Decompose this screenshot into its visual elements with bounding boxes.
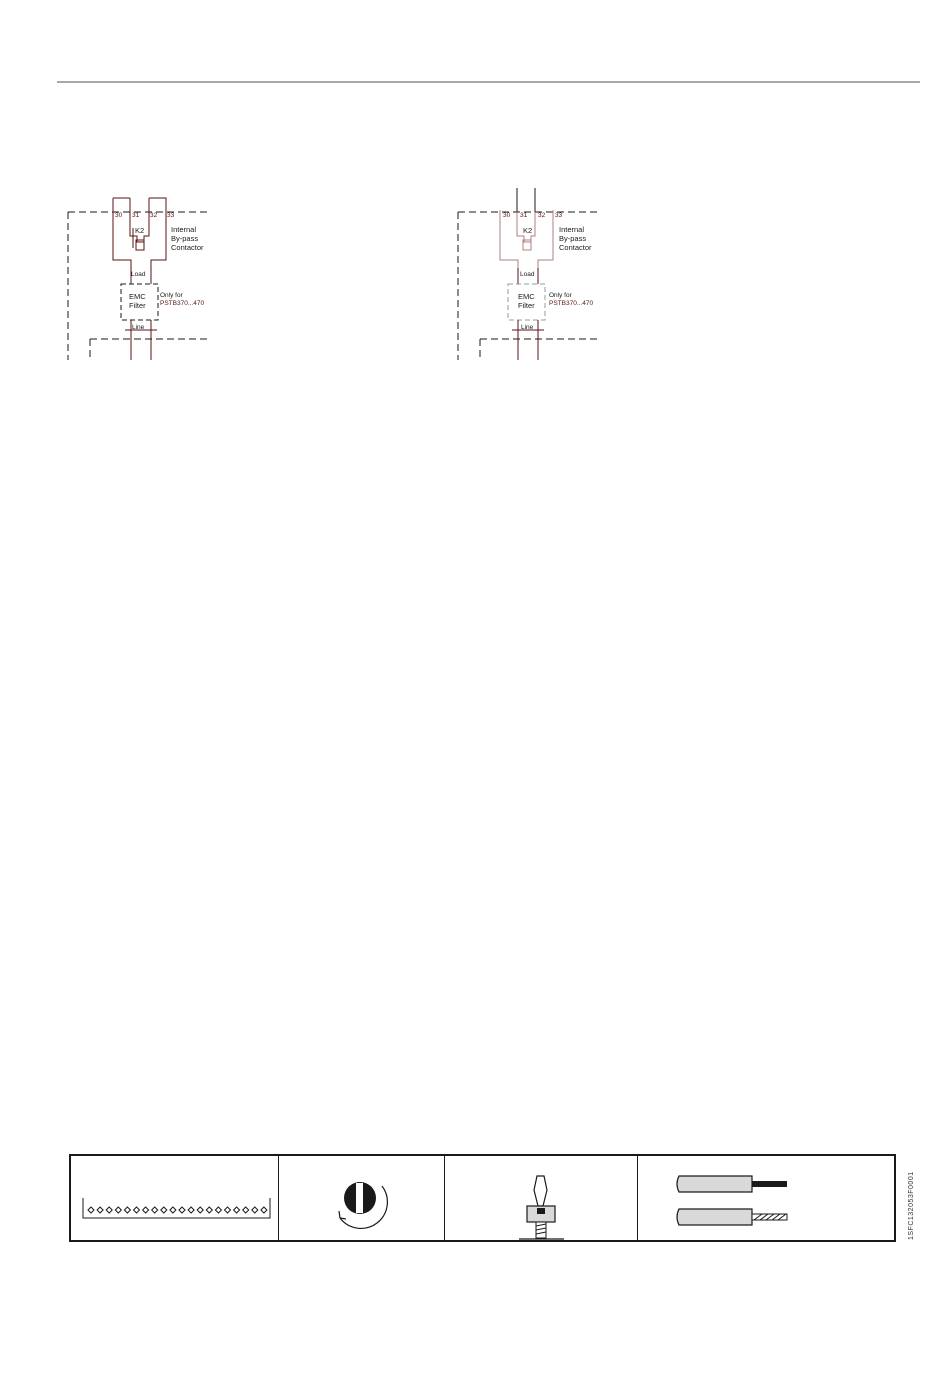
screw-terminal-icon [444,1156,637,1240]
filter-label-line2: Filter [518,301,535,310]
terminal-slot-mark [134,1207,140,1213]
terminal-slot-mark [225,1207,231,1213]
filter-note-line1: Only for [549,292,572,299]
terminal-33: 33 [167,212,175,219]
panel-cell-terminal-strip [71,1156,279,1240]
terminal-33: 33 [555,212,563,219]
bypass-contactor-diagram-left [65,180,265,365]
terminal-slot-mark [97,1207,103,1213]
contactor-id: K2 [135,226,145,235]
terminal-slot-mark [197,1207,203,1213]
terminal-slot-mark [161,1207,167,1213]
contactor-label-line1: Internal [559,225,585,234]
load-label: Load [520,271,535,278]
filter-note-line2: PSTB370...470 [549,300,594,307]
contactor-label-line1: Internal [171,225,197,234]
panel-cell-screw-terminal [444,1156,638,1240]
filter-label-line1: EMC [518,292,535,301]
filter-label-line1: EMC [129,292,146,301]
figure-code: 1SFC132053F0001 [908,1171,915,1240]
terminal-slot-mark [252,1207,258,1213]
terminal-slot-mark [188,1207,194,1213]
filter-note-line2: PSTB370...470 [160,300,205,307]
circuit-drawing [455,180,655,365]
terminal-slot-mark [88,1207,94,1213]
terminal-slot-mark [261,1207,267,1213]
contactor-label-line3: Contactor [171,243,204,252]
contactor-label-line3: Contactor [559,243,592,252]
terminal-strip-icon [71,1156,278,1240]
terminal-slot-mark [243,1207,249,1213]
terminal-30: 30 [503,212,511,219]
terminal-slot-mark [234,1207,240,1213]
line-label: Line [132,324,145,331]
terminal-31: 31 [132,212,140,219]
screwdriver-slot-rotate-icon [278,1156,444,1240]
stripped-wire-icon [637,1156,894,1240]
installation-icon-panel [69,1154,896,1242]
terminal-slot-mark [115,1207,121,1213]
terminal-30: 30 [115,212,123,219]
circuit-drawing [65,180,265,365]
terminal-slot-mark [124,1207,130,1213]
contactor-label-line2: By-pass [171,234,199,243]
filter-label-line2: Filter [129,301,146,310]
terminal-slot-mark [215,1207,221,1213]
contactor-label-line2: By-pass [559,234,587,243]
line-label: Line [521,324,534,331]
terminal-31: 31 [520,212,528,219]
load-label: Load [131,271,146,278]
terminal-slot-mark [179,1207,185,1213]
bypass-contactor-diagram-right [455,180,655,365]
terminal-32: 32 [538,212,546,219]
terminal-slot-mark [170,1207,176,1213]
header-rule [57,81,920,83]
terminal-32: 32 [150,212,158,219]
terminal-slot-mark [152,1207,158,1213]
panel-cell-wire [637,1156,894,1240]
terminal-slot-mark [106,1207,112,1213]
terminal-slot-mark [143,1207,149,1213]
contactor-id: K2 [523,226,533,235]
panel-cell-screwdriver [278,1156,445,1240]
terminal-slot-mark [206,1207,212,1213]
filter-note-line1: Only for [160,292,183,299]
